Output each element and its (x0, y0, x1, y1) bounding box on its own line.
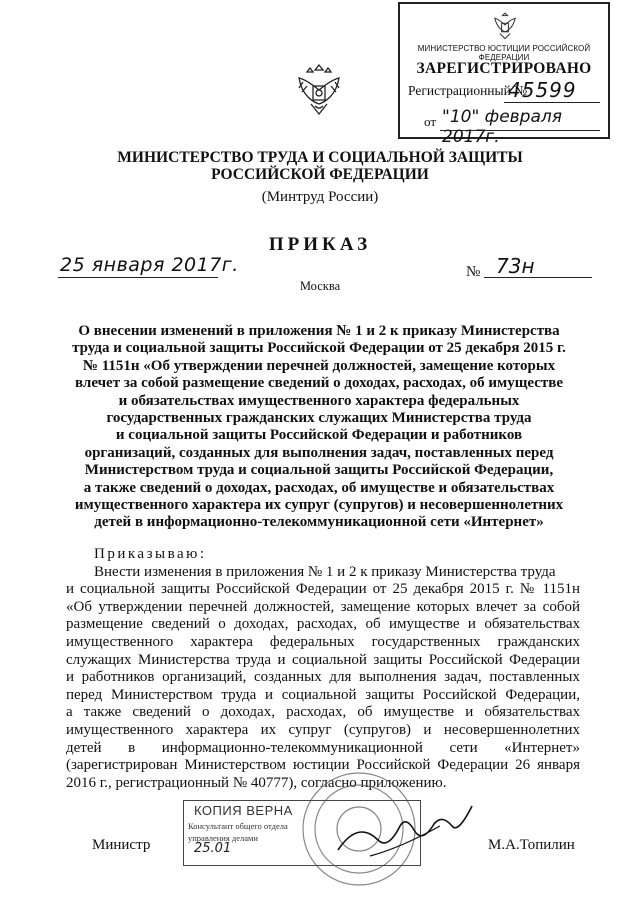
ministry-title-line: МИНИСТЕРСТВО ТРУДА И СОЦИАЛЬНОЙ ЗАЩИТЫ (117, 149, 523, 166)
copy-stamp-date: 25.01 (194, 841, 232, 856)
body-line: 2016 г., регистрационный № 40777), согласно приложению. (66, 774, 447, 791)
subject-line: и обязательствах имущественного характера федеральных (118, 392, 520, 409)
order-date: 25 января 2017г. (60, 254, 239, 276)
stamp-number-underline (504, 102, 600, 103)
order-number: 73н (496, 254, 535, 278)
copy-stamp-role: Консультант общего отдела (188, 821, 288, 831)
body-line: перед Министерством труда и социальной защиты Российской Федерации, (66, 686, 580, 703)
body-line: служащих Министерства труда и социальной защиты Российской Федерации (66, 651, 580, 668)
stamp-registered-label: ЗАРЕГИСТРИРОВАНО (416, 60, 592, 77)
stamp-ministry-name: МИНИСТЕРСТВО ЮСТИЦИИ РОССИЙСКОЙ ФЕДЕРАЦИИ (417, 44, 591, 62)
ministry-short-name: (Минтруд России) (261, 189, 379, 205)
body-line: а также сведений о доходах, расходах, об имуществе и обязательствах (66, 704, 580, 721)
body-line: и работников организаций, созданных для выполнения задач, поставленных (66, 669, 580, 686)
body-line: Внести изменения в приложения № 1 и 2 к приказу Министерства труда (94, 563, 556, 580)
order-body (66, 546, 580, 792)
order-subject (64, 323, 574, 532)
order-date-underline (58, 277, 218, 278)
copy-stamp-role: управления делами (188, 833, 258, 843)
subject-line: и социальной защиты Российской Федерации и работников (115, 427, 523, 444)
signature-icon (330, 800, 480, 870)
signatory-name: М.А.Топилин (488, 837, 575, 853)
body-line: размещение сведений о доходах, расходах, об имуществе и обязательствах (66, 616, 580, 633)
registration-stamp (398, 2, 610, 147)
body-line: имущественного характера федеральных государственных гражданских (66, 633, 580, 650)
coat-of-arms-icon (488, 8, 522, 42)
city: Москва (299, 279, 341, 293)
subject-line: № 1151н «Об утверждении перечней должностей, замещение которых (82, 357, 556, 374)
subject-line: труда и социальной защиты Российской Федерации от 25 декабря 2015 г. (72, 340, 566, 357)
document-type-title: ПРИКАЗ (268, 234, 372, 255)
stamp-registration-number: 45599 (508, 78, 577, 102)
body-line: (зарегистрирован Министерством юстиции Российской Федерации 26 января (66, 757, 580, 774)
body-line: и социальной защиты Российской Федерации от 25 декабря 2015 г. № 1151н (66, 581, 580, 598)
subject-line: Министерством труда и социальной защиты Российской Федерации, (84, 462, 554, 479)
subject-line: влечет за собой размещение сведений о доходах, расходах, об имуществе (75, 375, 563, 392)
order-verb: Приказываю: (94, 546, 207, 562)
signatory-position: Министр (92, 837, 151, 853)
subject-line: а также сведений о доходах, расходах, об имуществе и обязательствах (83, 479, 555, 496)
subject-line: организаций, созданных для выполнения задач, поставленных перед (84, 444, 554, 461)
stamp-date-underline (440, 130, 600, 131)
ministry-title (60, 149, 580, 183)
order-number-label: № (466, 264, 481, 280)
subject-line: имущественного характера их супруг (супругов) и несовершеннолетних (74, 497, 564, 514)
body-line: имущественного характера их супруг (супругов) и несовершеннолетних (66, 721, 580, 738)
copy-stamp-title: КОПИЯ ВЕРНА (194, 803, 293, 818)
order-number-underline (484, 277, 592, 278)
ministry-title-line: РОССИЙСКОЙ ФЕДЕРАЦИИ (211, 166, 429, 183)
subject-line: государственных гражданских служащих Министерства труда (106, 410, 532, 427)
coat-of-arms-icon (293, 62, 345, 118)
subject-line: О внесении изменений в приложения № 1 и 2 к приказу Министерства (78, 323, 560, 339)
stamp-date: "10" февраля 2017г. (442, 107, 562, 147)
stamp-date-label: от (424, 114, 437, 129)
subject-line: детей в информационно-телекоммуникационной сети «Интернет» (94, 514, 544, 531)
body-line: детей в информационно-телекоммуникационной сети «Интернет» (66, 739, 580, 756)
body-line: «Об утверждении перечней должностей, замещение которых влечет за собой (66, 598, 580, 615)
stamp-number-label: Регистрационный № (408, 83, 528, 98)
